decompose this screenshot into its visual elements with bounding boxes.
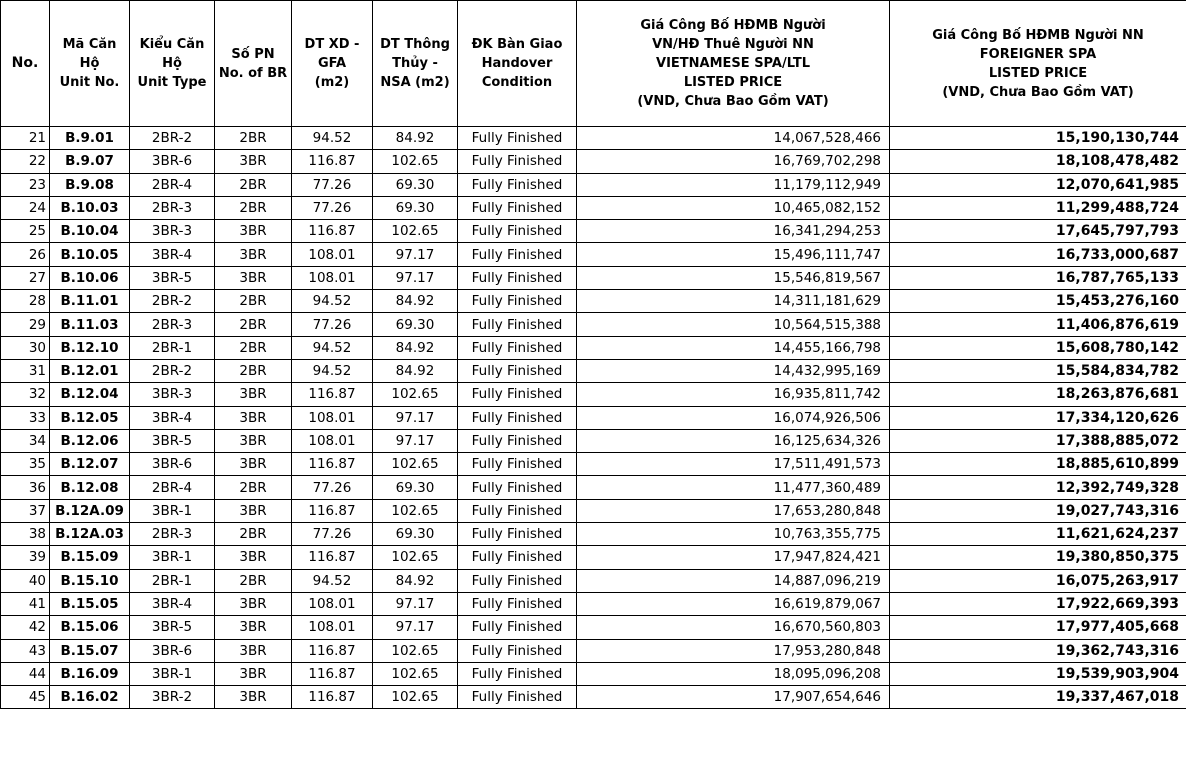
cell-price-vietnamese: 17,907,654,646 — [577, 686, 890, 709]
header-gfa-line: GFA — [317, 56, 347, 71]
cell-price-foreigner: 19,539,903,904 — [890, 662, 1186, 685]
cell-bedrooms: 2BR — [215, 290, 292, 313]
table-row — [1, 569, 1186, 592]
header-handover — [458, 1, 577, 127]
cell-handover: Fully Finished — [458, 313, 577, 336]
cell-price-foreigner: 16,733,000,687 — [890, 243, 1186, 266]
cell-nsa: 69.30 — [373, 313, 458, 336]
cell-no: 43 — [1, 639, 50, 662]
cell-nsa: 69.30 — [373, 173, 458, 196]
cell-gfa: 116.87 — [292, 639, 373, 662]
cell-no: 22 — [1, 150, 50, 173]
cell-unit-type: 2BR-2 — [130, 127, 215, 150]
table-row — [1, 453, 1186, 476]
cell-unit-no: B.12.04 — [50, 383, 130, 406]
cell-handover: Fully Finished — [458, 150, 577, 173]
cell-unit-type: 3BR-5 — [130, 616, 215, 639]
cell-price-foreigner: 19,027,743,316 — [890, 499, 1186, 522]
header-bedrooms-line: Số PN — [231, 46, 275, 62]
cell-unit-type: 3BR-4 — [130, 243, 215, 266]
header-bedrooms-line: No. of BR — [218, 65, 288, 81]
cell-no: 25 — [1, 220, 50, 243]
table-header — [1, 1, 1186, 127]
cell-no: 41 — [1, 592, 50, 615]
cell-price-foreigner: 18,263,876,681 — [890, 383, 1186, 406]
cell-price-vietnamese: 16,935,811,742 — [577, 383, 890, 406]
cell-unit-no: B.15.06 — [50, 616, 130, 639]
cell-unit-type: 3BR-6 — [130, 150, 215, 173]
header-price-foreigner — [890, 1, 1186, 127]
table-row — [1, 592, 1186, 615]
cell-unit-no: B.11.01 — [50, 290, 130, 313]
table-row — [1, 243, 1186, 266]
cell-bedrooms: 3BR — [215, 429, 292, 452]
cell-bedrooms: 3BR — [215, 616, 292, 639]
cell-nsa: 69.30 — [373, 196, 458, 219]
cell-gfa: 116.87 — [292, 220, 373, 243]
cell-unit-no: B.10.06 — [50, 266, 130, 289]
cell-unit-type: 3BR-2 — [130, 686, 215, 709]
header-price-vn-line: VIETNAMESE SPA/LTL — [656, 56, 810, 71]
header-unit-no-line: Hộ — [79, 56, 100, 71]
cell-gfa: 77.26 — [292, 196, 373, 219]
cell-nsa: 84.92 — [373, 336, 458, 359]
cell-handover: Fully Finished — [458, 499, 577, 522]
header-handover-line: ĐK Bàn Giao — [471, 37, 563, 52]
header-handover-line: Handover — [481, 56, 553, 71]
cell-unit-no: B.9.07 — [50, 150, 130, 173]
cell-price-foreigner: 17,922,669,393 — [890, 592, 1186, 615]
table-row — [1, 220, 1186, 243]
cell-handover: Fully Finished — [458, 196, 577, 219]
cell-price-foreigner: 17,977,405,668 — [890, 616, 1186, 639]
cell-gfa: 77.26 — [292, 523, 373, 546]
cell-bedrooms: 2BR — [215, 173, 292, 196]
cell-handover: Fully Finished — [458, 569, 577, 592]
cell-price-vietnamese: 15,496,111,747 — [577, 243, 890, 266]
cell-nsa: 97.17 — [373, 266, 458, 289]
cell-price-vietnamese: 17,953,280,848 — [577, 639, 890, 662]
cell-no: 30 — [1, 336, 50, 359]
cell-gfa: 108.01 — [292, 266, 373, 289]
cell-gfa: 116.87 — [292, 150, 373, 173]
cell-price-foreigner: 15,608,780,142 — [890, 336, 1186, 359]
table-row — [1, 313, 1186, 336]
cell-nsa: 97.17 — [373, 616, 458, 639]
table-row — [1, 266, 1186, 289]
cell-unit-no: B.15.10 — [50, 569, 130, 592]
cell-unit-type: 3BR-3 — [130, 383, 215, 406]
cell-no: 34 — [1, 429, 50, 452]
cell-nsa: 84.92 — [373, 290, 458, 313]
cell-bedrooms: 3BR — [215, 499, 292, 522]
cell-price-foreigner: 16,787,765,133 — [890, 266, 1186, 289]
cell-no: 29 — [1, 313, 50, 336]
cell-price-foreigner: 19,362,743,316 — [890, 639, 1186, 662]
cell-no: 23 — [1, 173, 50, 196]
cell-no: 45 — [1, 686, 50, 709]
cell-handover: Fully Finished — [458, 220, 577, 243]
cell-handover: Fully Finished — [458, 336, 577, 359]
cell-price-vietnamese: 11,179,112,949 — [577, 173, 890, 196]
header-bedrooms — [215, 1, 292, 127]
cell-price-vietnamese: 10,465,082,152 — [577, 196, 890, 219]
cell-price-foreigner: 17,645,797,793 — [890, 220, 1186, 243]
cell-unit-no: B.12.01 — [50, 359, 130, 382]
cell-price-vietnamese: 14,432,995,169 — [577, 359, 890, 382]
cell-unit-no: B.12A.03 — [50, 523, 130, 546]
cell-bedrooms: 3BR — [215, 243, 292, 266]
cell-price-vietnamese: 17,653,280,848 — [577, 499, 890, 522]
cell-unit-type: 2BR-3 — [130, 523, 215, 546]
cell-unit-no: B.16.02 — [50, 686, 130, 709]
cell-bedrooms: 3BR — [215, 662, 292, 685]
cell-bedrooms: 3BR — [215, 266, 292, 289]
table-row — [1, 476, 1186, 499]
cell-price-vietnamese: 16,074,926,506 — [577, 406, 890, 429]
header-price-nn-line: LISTED PRICE — [988, 65, 1088, 81]
table-row — [1, 173, 1186, 196]
cell-nsa: 102.65 — [373, 686, 458, 709]
table-row — [1, 546, 1186, 569]
cell-gfa: 108.01 — [292, 616, 373, 639]
cell-no: 44 — [1, 662, 50, 685]
cell-nsa: 97.17 — [373, 406, 458, 429]
header-price-nn-line: FOREIGNER SPA — [979, 46, 1097, 62]
cell-gfa: 94.52 — [292, 336, 373, 359]
cell-price-foreigner: 17,388,885,072 — [890, 429, 1186, 452]
cell-bedrooms: 3BR — [215, 453, 292, 476]
header-unit-type-line: Hộ — [162, 56, 182, 71]
cell-price-foreigner: 16,075,263,917 — [890, 569, 1186, 592]
cell-unit-no: B.9.01 — [50, 127, 130, 150]
cell-nsa: 84.92 — [373, 359, 458, 382]
cell-handover: Fully Finished — [458, 523, 577, 546]
cell-nsa: 102.65 — [373, 383, 458, 406]
header-nsa-line: DT Thông — [380, 37, 450, 52]
header-row — [1, 1, 1186, 127]
cell-price-vietnamese: 11,477,360,489 — [577, 476, 890, 499]
table-row — [1, 662, 1186, 685]
cell-nsa: 102.65 — [373, 220, 458, 243]
cell-nsa: 102.65 — [373, 546, 458, 569]
table-row — [1, 290, 1186, 313]
cell-price-foreigner: 18,108,478,482 — [890, 150, 1186, 173]
cell-nsa: 84.92 — [373, 127, 458, 150]
header-nsa — [373, 1, 458, 127]
cell-price-vietnamese: 16,125,634,326 — [577, 429, 890, 452]
table-row — [1, 499, 1186, 522]
cell-unit-type: 3BR-5 — [130, 429, 215, 452]
header-gfa-line: (m2) — [314, 75, 350, 90]
cell-price-vietnamese: 17,947,824,421 — [577, 546, 890, 569]
cell-bedrooms: 3BR — [215, 546, 292, 569]
cell-gfa: 94.52 — [292, 290, 373, 313]
cell-gfa: 116.87 — [292, 499, 373, 522]
header-price-nn-line: Giá Công Bố HĐMB Người NN — [932, 27, 1144, 43]
cell-bedrooms: 2BR — [215, 196, 292, 219]
cell-unit-no: B.15.09 — [50, 546, 130, 569]
cell-unit-no: B.11.03 — [50, 313, 130, 336]
cell-unit-no: B.12.08 — [50, 476, 130, 499]
cell-bedrooms: 2BR — [215, 476, 292, 499]
cell-bedrooms: 2BR — [215, 569, 292, 592]
cell-gfa: 94.52 — [292, 569, 373, 592]
cell-nsa: 97.17 — [373, 592, 458, 615]
table-row — [1, 616, 1186, 639]
cell-price-vietnamese: 17,511,491,573 — [577, 453, 890, 476]
table-body — [1, 127, 1186, 709]
cell-unit-type: 3BR-3 — [130, 220, 215, 243]
cell-unit-type: 2BR-4 — [130, 476, 215, 499]
cell-handover: Fully Finished — [458, 406, 577, 429]
cell-bedrooms: 2BR — [215, 523, 292, 546]
cell-bedrooms: 3BR — [215, 383, 292, 406]
cell-price-vietnamese: 10,564,515,388 — [577, 313, 890, 336]
header-unit-type — [130, 1, 215, 127]
table-row — [1, 383, 1186, 406]
header-nsa-line: NSA (m2) — [380, 75, 450, 90]
cell-nsa: 84.92 — [373, 569, 458, 592]
cell-handover: Fully Finished — [458, 453, 577, 476]
cell-price-vietnamese: 14,887,096,219 — [577, 569, 890, 592]
cell-nsa: 102.65 — [373, 150, 458, 173]
cell-price-vietnamese: 14,455,166,798 — [577, 336, 890, 359]
cell-bedrooms: 3BR — [215, 220, 292, 243]
cell-price-foreigner: 17,334,120,626 — [890, 406, 1186, 429]
cell-gfa: 77.26 — [292, 173, 373, 196]
header-no: No. — [1, 1, 50, 127]
cell-no: 42 — [1, 616, 50, 639]
header-price-vn-line: Giá Công Bố HĐMB Người — [640, 18, 826, 33]
cell-gfa: 116.87 — [292, 686, 373, 709]
cell-nsa: 102.65 — [373, 499, 458, 522]
cell-no: 37 — [1, 499, 50, 522]
cell-no: 36 — [1, 476, 50, 499]
table-row — [1, 523, 1186, 546]
cell-unit-type: 3BR-1 — [130, 546, 215, 569]
cell-no: 33 — [1, 406, 50, 429]
header-price-vn-line: VN/HĐ Thuê Người NN — [652, 37, 814, 52]
cell-gfa: 108.01 — [292, 429, 373, 452]
cell-nsa: 97.17 — [373, 429, 458, 452]
cell-no: 31 — [1, 359, 50, 382]
cell-unit-type: 3BR-6 — [130, 453, 215, 476]
cell-no: 28 — [1, 290, 50, 313]
table-row — [1, 336, 1186, 359]
cell-nsa: 69.30 — [373, 476, 458, 499]
header-gfa-line: DT XD - — [304, 37, 360, 52]
cell-unit-type: 2BR-1 — [130, 336, 215, 359]
cell-handover: Fully Finished — [458, 662, 577, 685]
table-row — [1, 639, 1186, 662]
table-row — [1, 686, 1186, 709]
cell-bedrooms: 3BR — [215, 686, 292, 709]
cell-gfa: 94.52 — [292, 127, 373, 150]
cell-handover: Fully Finished — [458, 429, 577, 452]
table-row — [1, 196, 1186, 219]
cell-gfa: 77.26 — [292, 313, 373, 336]
cell-price-vietnamese: 16,341,294,253 — [577, 220, 890, 243]
cell-price-vietnamese: 16,670,560,803 — [577, 616, 890, 639]
cell-unit-type: 3BR-1 — [130, 499, 215, 522]
header-unit-type-line: Kiểu Căn — [139, 37, 205, 52]
cell-bedrooms: 3BR — [215, 639, 292, 662]
cell-bedrooms: 3BR — [215, 592, 292, 615]
cell-handover: Fully Finished — [458, 266, 577, 289]
cell-gfa: 108.01 — [292, 406, 373, 429]
cell-nsa: 69.30 — [373, 523, 458, 546]
cell-unit-no: B.10.05 — [50, 243, 130, 266]
cell-price-foreigner: 12,070,641,985 — [890, 173, 1186, 196]
cell-nsa: 102.65 — [373, 662, 458, 685]
cell-bedrooms: 2BR — [215, 359, 292, 382]
cell-unit-no: B.12.10 — [50, 336, 130, 359]
header-price-vn-line: (VND, Chưa Bao Gồm VAT) — [637, 94, 829, 109]
cell-handover: Fully Finished — [458, 383, 577, 406]
cell-price-foreigner: 11,621,624,237 — [890, 523, 1186, 546]
cell-no: 32 — [1, 383, 50, 406]
cell-handover: Fully Finished — [458, 173, 577, 196]
cell-no: 27 — [1, 266, 50, 289]
cell-unit-type: 3BR-1 — [130, 662, 215, 685]
cell-price-foreigner: 12,392,749,328 — [890, 476, 1186, 499]
cell-no: 35 — [1, 453, 50, 476]
cell-price-vietnamese: 14,067,528,466 — [577, 127, 890, 150]
cell-price-foreigner: 18,885,610,899 — [890, 453, 1186, 476]
cell-nsa: 102.65 — [373, 639, 458, 662]
cell-unit-type: 2BR-3 — [130, 313, 215, 336]
cell-handover: Fully Finished — [458, 359, 577, 382]
cell-unit-type: 2BR-4 — [130, 173, 215, 196]
cell-gfa: 94.52 — [292, 359, 373, 382]
header-nsa-line: Thủy - — [392, 56, 438, 71]
cell-bedrooms: 3BR — [215, 150, 292, 173]
cell-price-foreigner: 15,584,834,782 — [890, 359, 1186, 382]
cell-nsa: 97.17 — [373, 243, 458, 266]
cell-gfa: 116.87 — [292, 546, 373, 569]
header-handover-line: Condition — [481, 75, 553, 90]
header-price-vn-line: LISTED PRICE — [683, 75, 783, 90]
cell-handover: Fully Finished — [458, 686, 577, 709]
cell-bedrooms: 2BR — [215, 313, 292, 336]
cell-unit-type: 3BR-5 — [130, 266, 215, 289]
cell-gfa: 108.01 — [292, 243, 373, 266]
cell-handover: Fully Finished — [458, 127, 577, 150]
cell-unit-no: B.15.07 — [50, 639, 130, 662]
cell-gfa: 77.26 — [292, 476, 373, 499]
cell-price-vietnamese: 18,095,096,208 — [577, 662, 890, 685]
cell-price-foreigner: 15,190,130,744 — [890, 127, 1186, 150]
cell-unit-type: 3BR-4 — [130, 592, 215, 615]
cell-handover: Fully Finished — [458, 476, 577, 499]
cell-bedrooms: 3BR — [215, 406, 292, 429]
cell-gfa: 108.01 — [292, 592, 373, 615]
cell-unit-no: B.12.06 — [50, 429, 130, 452]
cell-handover: Fully Finished — [458, 243, 577, 266]
header-price-nn-line: (VND, Chưa Bao Gồm VAT) — [942, 84, 1134, 100]
cell-unit-type: 3BR-4 — [130, 406, 215, 429]
cell-unit-no: B.10.04 — [50, 220, 130, 243]
cell-unit-type: 2BR-3 — [130, 196, 215, 219]
header-gfa — [292, 1, 373, 127]
cell-handover: Fully Finished — [458, 592, 577, 615]
cell-unit-no: B.15.05 — [50, 592, 130, 615]
cell-price-vietnamese: 14,311,181,629 — [577, 290, 890, 313]
cell-handover: Fully Finished — [458, 290, 577, 313]
cell-unit-no: B.16.09 — [50, 662, 130, 685]
header-unit-no-line: Unit No. — [59, 75, 120, 90]
cell-unit-type: 2BR-2 — [130, 359, 215, 382]
cell-unit-no: B.9.08 — [50, 173, 130, 196]
cell-price-vietnamese: 10,763,355,775 — [577, 523, 890, 546]
cell-no: 24 — [1, 196, 50, 219]
cell-no: 21 — [1, 127, 50, 150]
table-row — [1, 429, 1186, 452]
cell-unit-type: 3BR-6 — [130, 639, 215, 662]
cell-unit-no: B.12A.09 — [50, 499, 130, 522]
cell-handover: Fully Finished — [458, 639, 577, 662]
cell-no: 40 — [1, 569, 50, 592]
cell-gfa: 116.87 — [292, 383, 373, 406]
cell-unit-no: B.12.07 — [50, 453, 130, 476]
cell-no: 39 — [1, 546, 50, 569]
cell-bedrooms: 2BR — [215, 336, 292, 359]
cell-unit-no: B.12.05 — [50, 406, 130, 429]
cell-handover: Fully Finished — [458, 546, 577, 569]
header-unit-no — [50, 1, 130, 127]
header-unit-no-line: Mã Căn — [62, 37, 117, 52]
cell-bedrooms: 2BR — [215, 127, 292, 150]
header-price-vietnamese — [577, 1, 890, 127]
cell-nsa: 102.65 — [373, 453, 458, 476]
cell-price-foreigner: 19,337,467,018 — [890, 686, 1186, 709]
cell-no: 26 — [1, 243, 50, 266]
cell-price-foreigner: 11,406,876,619 — [890, 313, 1186, 336]
cell-gfa: 116.87 — [292, 662, 373, 685]
table-row — [1, 127, 1186, 150]
cell-unit-type: 2BR-1 — [130, 569, 215, 592]
header-unit-type-line: Unit Type — [137, 75, 207, 90]
cell-unit-no: B.10.03 — [50, 196, 130, 219]
cell-price-foreigner: 19,380,850,375 — [890, 546, 1186, 569]
cell-price-vietnamese: 16,619,879,067 — [577, 592, 890, 615]
cell-price-foreigner: 11,299,488,724 — [890, 196, 1186, 219]
cell-gfa: 116.87 — [292, 453, 373, 476]
table-row — [1, 150, 1186, 173]
table-row — [1, 406, 1186, 429]
cell-unit-type: 2BR-2 — [130, 290, 215, 313]
cell-price-foreigner: 15,453,276,160 — [890, 290, 1186, 313]
table-row — [1, 359, 1186, 382]
cell-no: 38 — [1, 523, 50, 546]
cell-price-vietnamese: 15,546,819,567 — [577, 266, 890, 289]
cell-price-vietnamese: 16,769,702,298 — [577, 150, 890, 173]
cell-handover: Fully Finished — [458, 616, 577, 639]
